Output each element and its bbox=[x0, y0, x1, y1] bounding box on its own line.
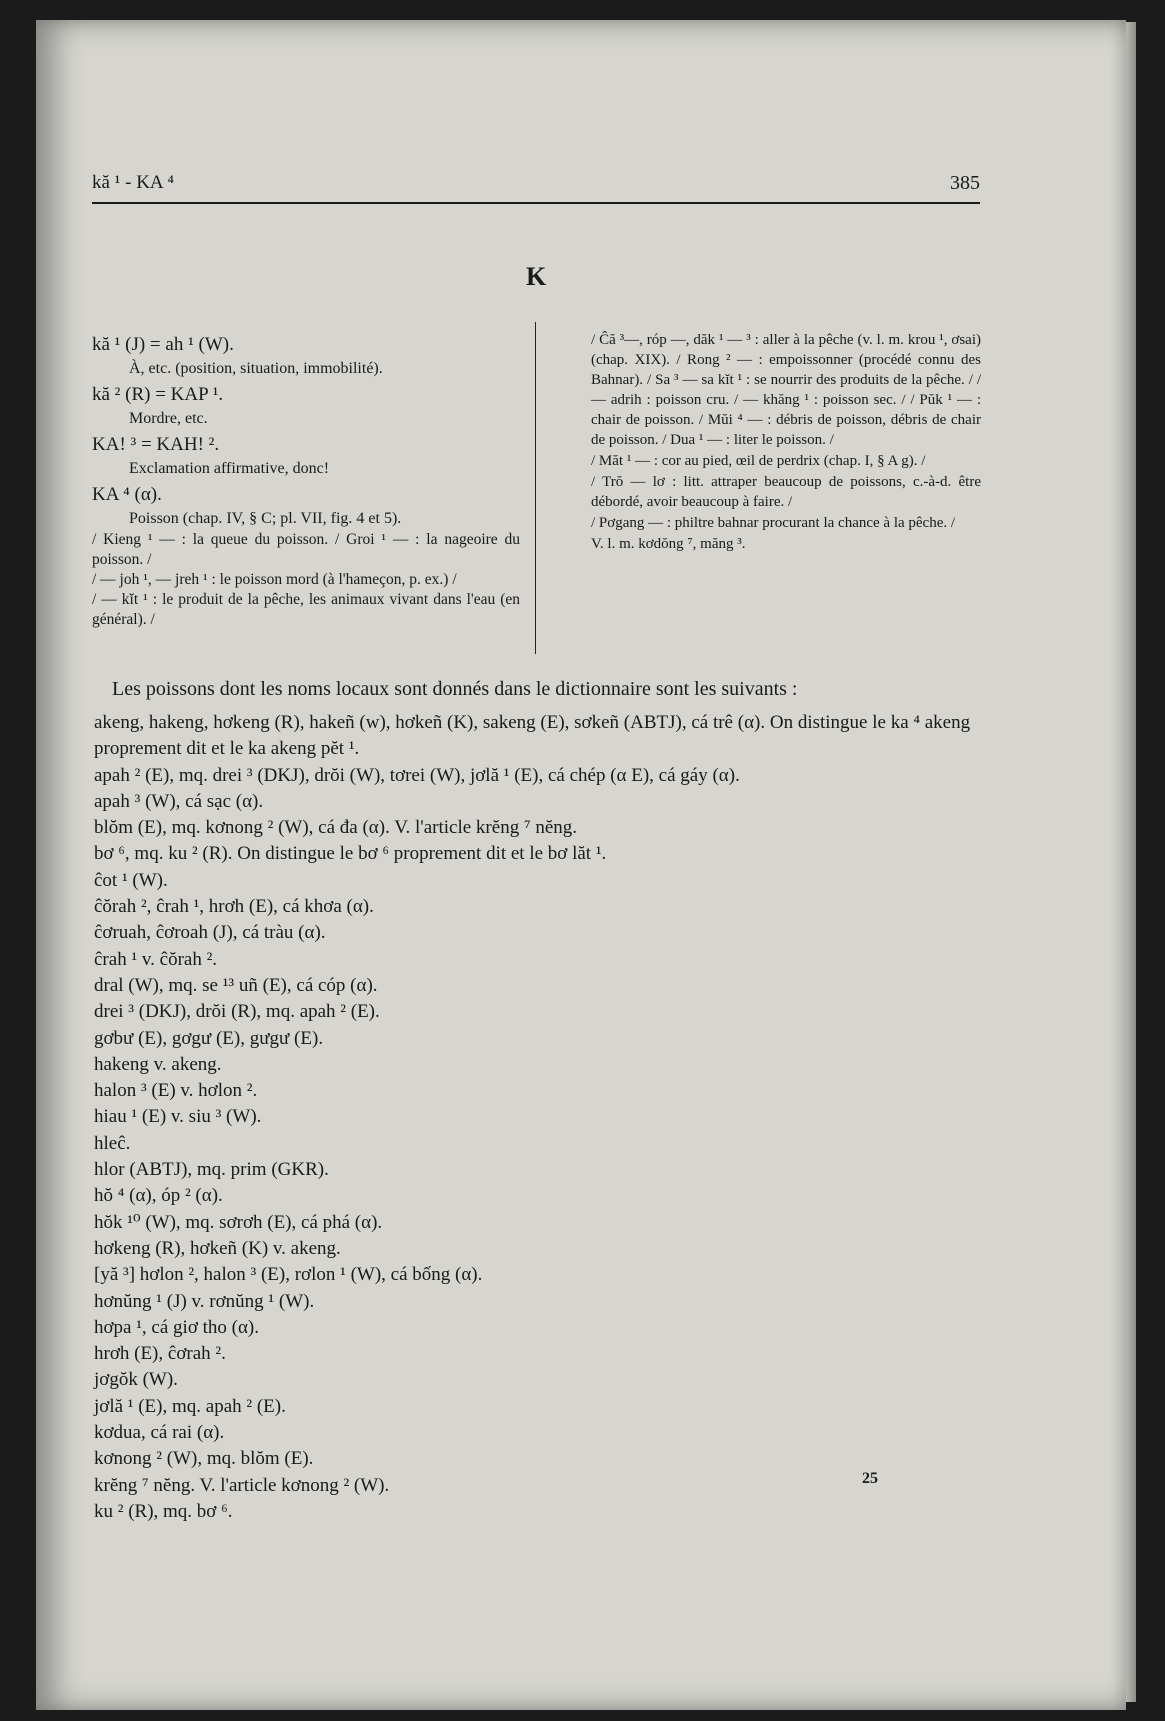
list-item: apah ³ (W), cá sạc (α). bbox=[94, 790, 264, 812]
list-item: hơkeng (R), hơkeñ (K) v. akeng. bbox=[94, 1237, 341, 1259]
sub-entry: / Măt ¹ — : cor au pied, œil de perdrix (chap. I, § A g). / bbox=[591, 453, 926, 469]
section-letter: K bbox=[526, 262, 547, 291]
entry-definition: À, etc. (position, situation, immobilité). bbox=[129, 360, 383, 377]
list-item: ĉrah ¹ v. ĉŏrah ². bbox=[94, 948, 218, 970]
right-column bbox=[591, 330, 981, 555]
sub-entry: / Trŏ — lơ : litt. attraper beaucoup de poissons, c.-à-d. être débordé, avoir beaucoup à faire. / bbox=[591, 474, 981, 510]
list-item: blŏm (E), mq. kơnong ² (W), cá đa (α). V. l'article krĕng ⁷ nĕng. bbox=[94, 817, 577, 839]
running-head: kă ¹ - KA ⁴ bbox=[92, 172, 174, 193]
entry-definition: Exclamation affirmative, donc! bbox=[129, 460, 330, 477]
entry-lemma: KA! ³ = KAH! ². bbox=[92, 434, 220, 455]
list-item: kơnong ² (W), mq. blŏm (E). bbox=[94, 1448, 314, 1470]
list-item: jơlă ¹ (E), mq. apah ² (E). bbox=[94, 1395, 286, 1417]
sub-entry: / — kĭt ¹ : le produit de la pêche, les animaux vivant dans l'eau (en général). / bbox=[92, 591, 520, 628]
left-column bbox=[92, 330, 520, 630]
list-item: hlor (ABTJ), mq. prim (GKR). bbox=[94, 1159, 329, 1181]
list-item: kơdua, cá rai (α). bbox=[94, 1422, 225, 1444]
sub-entry: / Kieng ¹ — : la queue du poisson. / Groi ¹ — : la nageoire du poisson. / bbox=[92, 531, 520, 568]
signature-mark: 25 bbox=[862, 1470, 878, 1487]
page-number: 385 bbox=[950, 172, 980, 194]
list-item: halon ³ (E) v. hơlon ². bbox=[94, 1080, 258, 1102]
list-item: krĕng ⁷ nĕng. V. l'article kơnong ² (W). bbox=[94, 1474, 390, 1496]
list-item: hơnŭng ¹ (J) v. rơnŭng ¹ (W). bbox=[94, 1290, 315, 1312]
list-item: hơpa ¹, cá giơ tho (α). bbox=[94, 1316, 260, 1338]
fish-list-intro: Les poissons dont les noms locaux sont donnés dans le dictionnaire sont les suivants : bbox=[112, 678, 798, 700]
list-item: hrơh (E), ĉơrah ². bbox=[94, 1343, 226, 1365]
fish-name-list bbox=[94, 710, 994, 1525]
column-divider bbox=[535, 322, 536, 654]
list-item: hiau ¹ (E) v. siu ³ (W). bbox=[94, 1106, 262, 1128]
sub-entry: / Ĉă ³—, róp —, dăk ¹ — ³ : aller à la pêche (v. l. m. krou ¹, ơsai) (chap. XIX). / Rong ² — : empoissonner (procédé connu des Bahnar). / Sa ³ — sa kĭt ¹ : se nourrir des produits de la pêche. / / — adrih : poisson cru. / — khăng ¹ : poisson sec. / / Pŭk ¹ — : chair de poisson. / Mŭi ⁴ — : débris de poisson, débris de chair de poisson. / Dua ¹ — : liter le poisson. / bbox=[591, 332, 981, 448]
page-edge bbox=[1126, 22, 1136, 1702]
sub-entry: / — joh ¹, — jreh ¹ : le poisson mord (à l'hameçon, p. ex.) / bbox=[92, 571, 457, 588]
list-item: hakeng v. akeng. bbox=[94, 1053, 222, 1075]
list-item: bơ ⁶, mq. ku ² (R). On distingue le bơ ⁶ proprement dit et le bơ lăt ¹. bbox=[94, 843, 607, 865]
page-header bbox=[92, 172, 980, 204]
list-item: ĉŏrah ², ĉrah ¹, hrơh (E), cá khơa (α). bbox=[94, 896, 374, 918]
list-item: ĉot ¹ (W). bbox=[94, 869, 168, 891]
see-also: V. l. m. kơdŏng ⁷, măng ³. bbox=[591, 536, 746, 552]
list-item: ku ² (R), mq. bơ ⁶. bbox=[94, 1500, 233, 1522]
list-item: ĉơruah, ĉơroah (J), cá tràu (α). bbox=[94, 922, 326, 944]
entry-definition: Poisson (chap. IV, § C; pl. VII, fig. 4 et 5). bbox=[129, 510, 402, 527]
list-item: hleĉ. bbox=[94, 1132, 131, 1154]
list-item: dral (W), mq. se ¹³ uñ (E), cá cóp (α). bbox=[94, 974, 378, 996]
list-item: hŏ ⁴ (α), óp ² (α). bbox=[94, 1185, 223, 1207]
entry-lemma: kă ¹ (J) = ah ¹ (W). bbox=[92, 334, 234, 355]
list-item: [yă ³] hơlon ², halon ³ (E), rơlon ¹ (W), cá bống (α). bbox=[94, 1264, 483, 1286]
list-item: akeng, hakeng, hơkeng (R), hakeñ (w), hơkeñ (K), sakeng (E), sơkeñ (ABTJ), cá trê (α). On distingue le ka ⁴ akeng proprement dit et le ka akeng pĕt ¹. bbox=[94, 712, 971, 760]
list-item: gơbư (E), gơgư (E), gưgư (E). bbox=[94, 1027, 324, 1049]
list-item: hŏk ¹⁰ (W), mq. sơrơh (E), cá phá (α). bbox=[94, 1211, 383, 1233]
entry-definition: Mordre, etc. bbox=[129, 410, 208, 427]
sub-entry: / Pơgang — : philtre bahnar procurant la chance à la pêche. / bbox=[591, 515, 956, 531]
list-item: jơgŏk (W). bbox=[94, 1369, 178, 1391]
list-item: drei ³ (DKJ), drŏi (R), mq. apah ² (E). bbox=[94, 1001, 380, 1023]
entry-lemma: KA ⁴ (α). bbox=[92, 484, 162, 505]
list-item: apah ² (E), mq. drei ³ (DKJ), drŏi (W), tơrei (W), jơlă ¹ (E), cá chép (α E), cá gáy (α). bbox=[94, 764, 740, 786]
entry-lemma: kă ² (R) = KAP ¹. bbox=[92, 384, 224, 405]
